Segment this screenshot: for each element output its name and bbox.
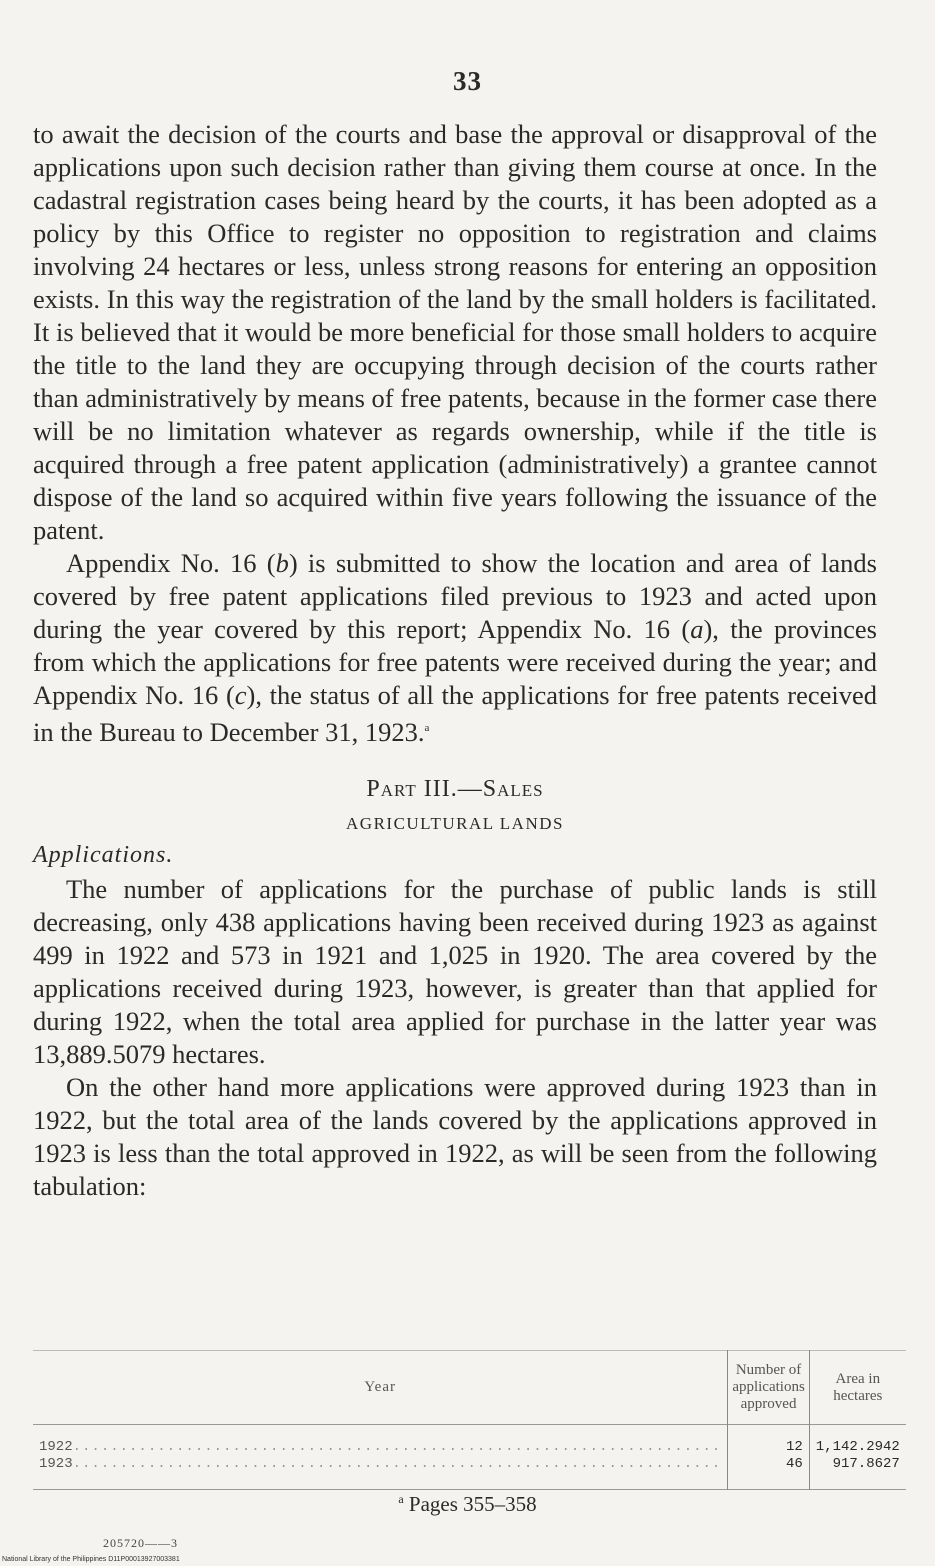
table-cell-area: 1,142.2942 xyxy=(809,1425,906,1457)
table-row xyxy=(33,1456,906,1490)
subsection-heading: Applications. xyxy=(33,841,174,868)
part-heading: Part III.—Sales xyxy=(366,775,544,802)
table-cell-year: 1923..................................................................... xyxy=(39,1456,722,1472)
paragraph-applications-approved: On the other hand more applications were approved during 1923 than in 1922, but the total area of the lands covered by the applications approved in 1923 is less than the total approved in 1922, as will be seen from the following tabulation: xyxy=(33,1071,877,1201)
table-cell-number: 46 xyxy=(728,1456,809,1490)
paragraph-appendix: Appendix No. 16 (b) is submitted to show the location and area of lands covered by free patent applications filed previous to 1923 and acted upon during the year covered by this report; Appendix No. 16 (a), the provinces from which the applications for free patents were received during the year; and Appendix No. 16 (c), the status of all the applications for free patents received in the Bureau to December 31, 1923.$^a$ xyxy=(33,548,877,747)
section-heading: AGRICULTURAL LANDS xyxy=(346,813,564,833)
print-mark: 205720——3 xyxy=(103,1536,178,1550)
footnote-reference: a xyxy=(424,722,430,734)
table-row xyxy=(33,1425,906,1457)
page-body xyxy=(33,118,877,1203)
footnote-marker: a xyxy=(398,1492,404,1506)
column-header-year: Year xyxy=(364,1379,396,1395)
archive-watermark: National Library of the Philippines D11P00013927003381 xyxy=(2,1556,180,1563)
paragraph-applications-received: The number of applications for the purchase of public lands is still decreasing, only 438 applications having been received during 1923 as against 499 in 1922 and 573 in 1921 and 1,025 in 1920. The area covered by the applications received during 1923, however, is greater than that applied for during 1922, when the total area applied for purchase in the latter year was 13,889.5079 hectares. xyxy=(33,873,877,1069)
approval-tabulation xyxy=(33,1350,906,1490)
column-header-number: Number of applications approved xyxy=(728,1351,809,1425)
page-number: 33 xyxy=(453,66,482,96)
column-header-area: Area in hectares xyxy=(809,1351,906,1425)
table-cell-year: 1922..................................................................... xyxy=(39,1439,722,1455)
paragraph-continued: to await the decision of the courts and base the approval or disapproval of the applications upon such decision rather than giving them course at once. In the cadastral registration cases being heard by the courts, it has been adopted as a policy by this Office to register no opposition to registration and claims involving 24 hectares or less, unless strong reasons for entering an opposition exists. In this way the registration of the land by the small holders is facilitated. It is believed that it would be more beneficial for those small holders to acquire the title to the land they are occupying through decision of the courts rather than administratively by means of free patents, because in the former case there will be no limitation whatever as regards ownership, while if the title is acquired through a free patent application (administratively) a grantee cannot dispose of the land so acquired within five years following the issuance of the patent. xyxy=(33,119,877,545)
footnote: $^a$ Pages 355–358 xyxy=(398,1492,537,1516)
table-cell-number: 12 xyxy=(728,1425,809,1457)
table-header-row xyxy=(33,1351,906,1425)
table-cell-area: 917.8627 xyxy=(809,1456,906,1490)
